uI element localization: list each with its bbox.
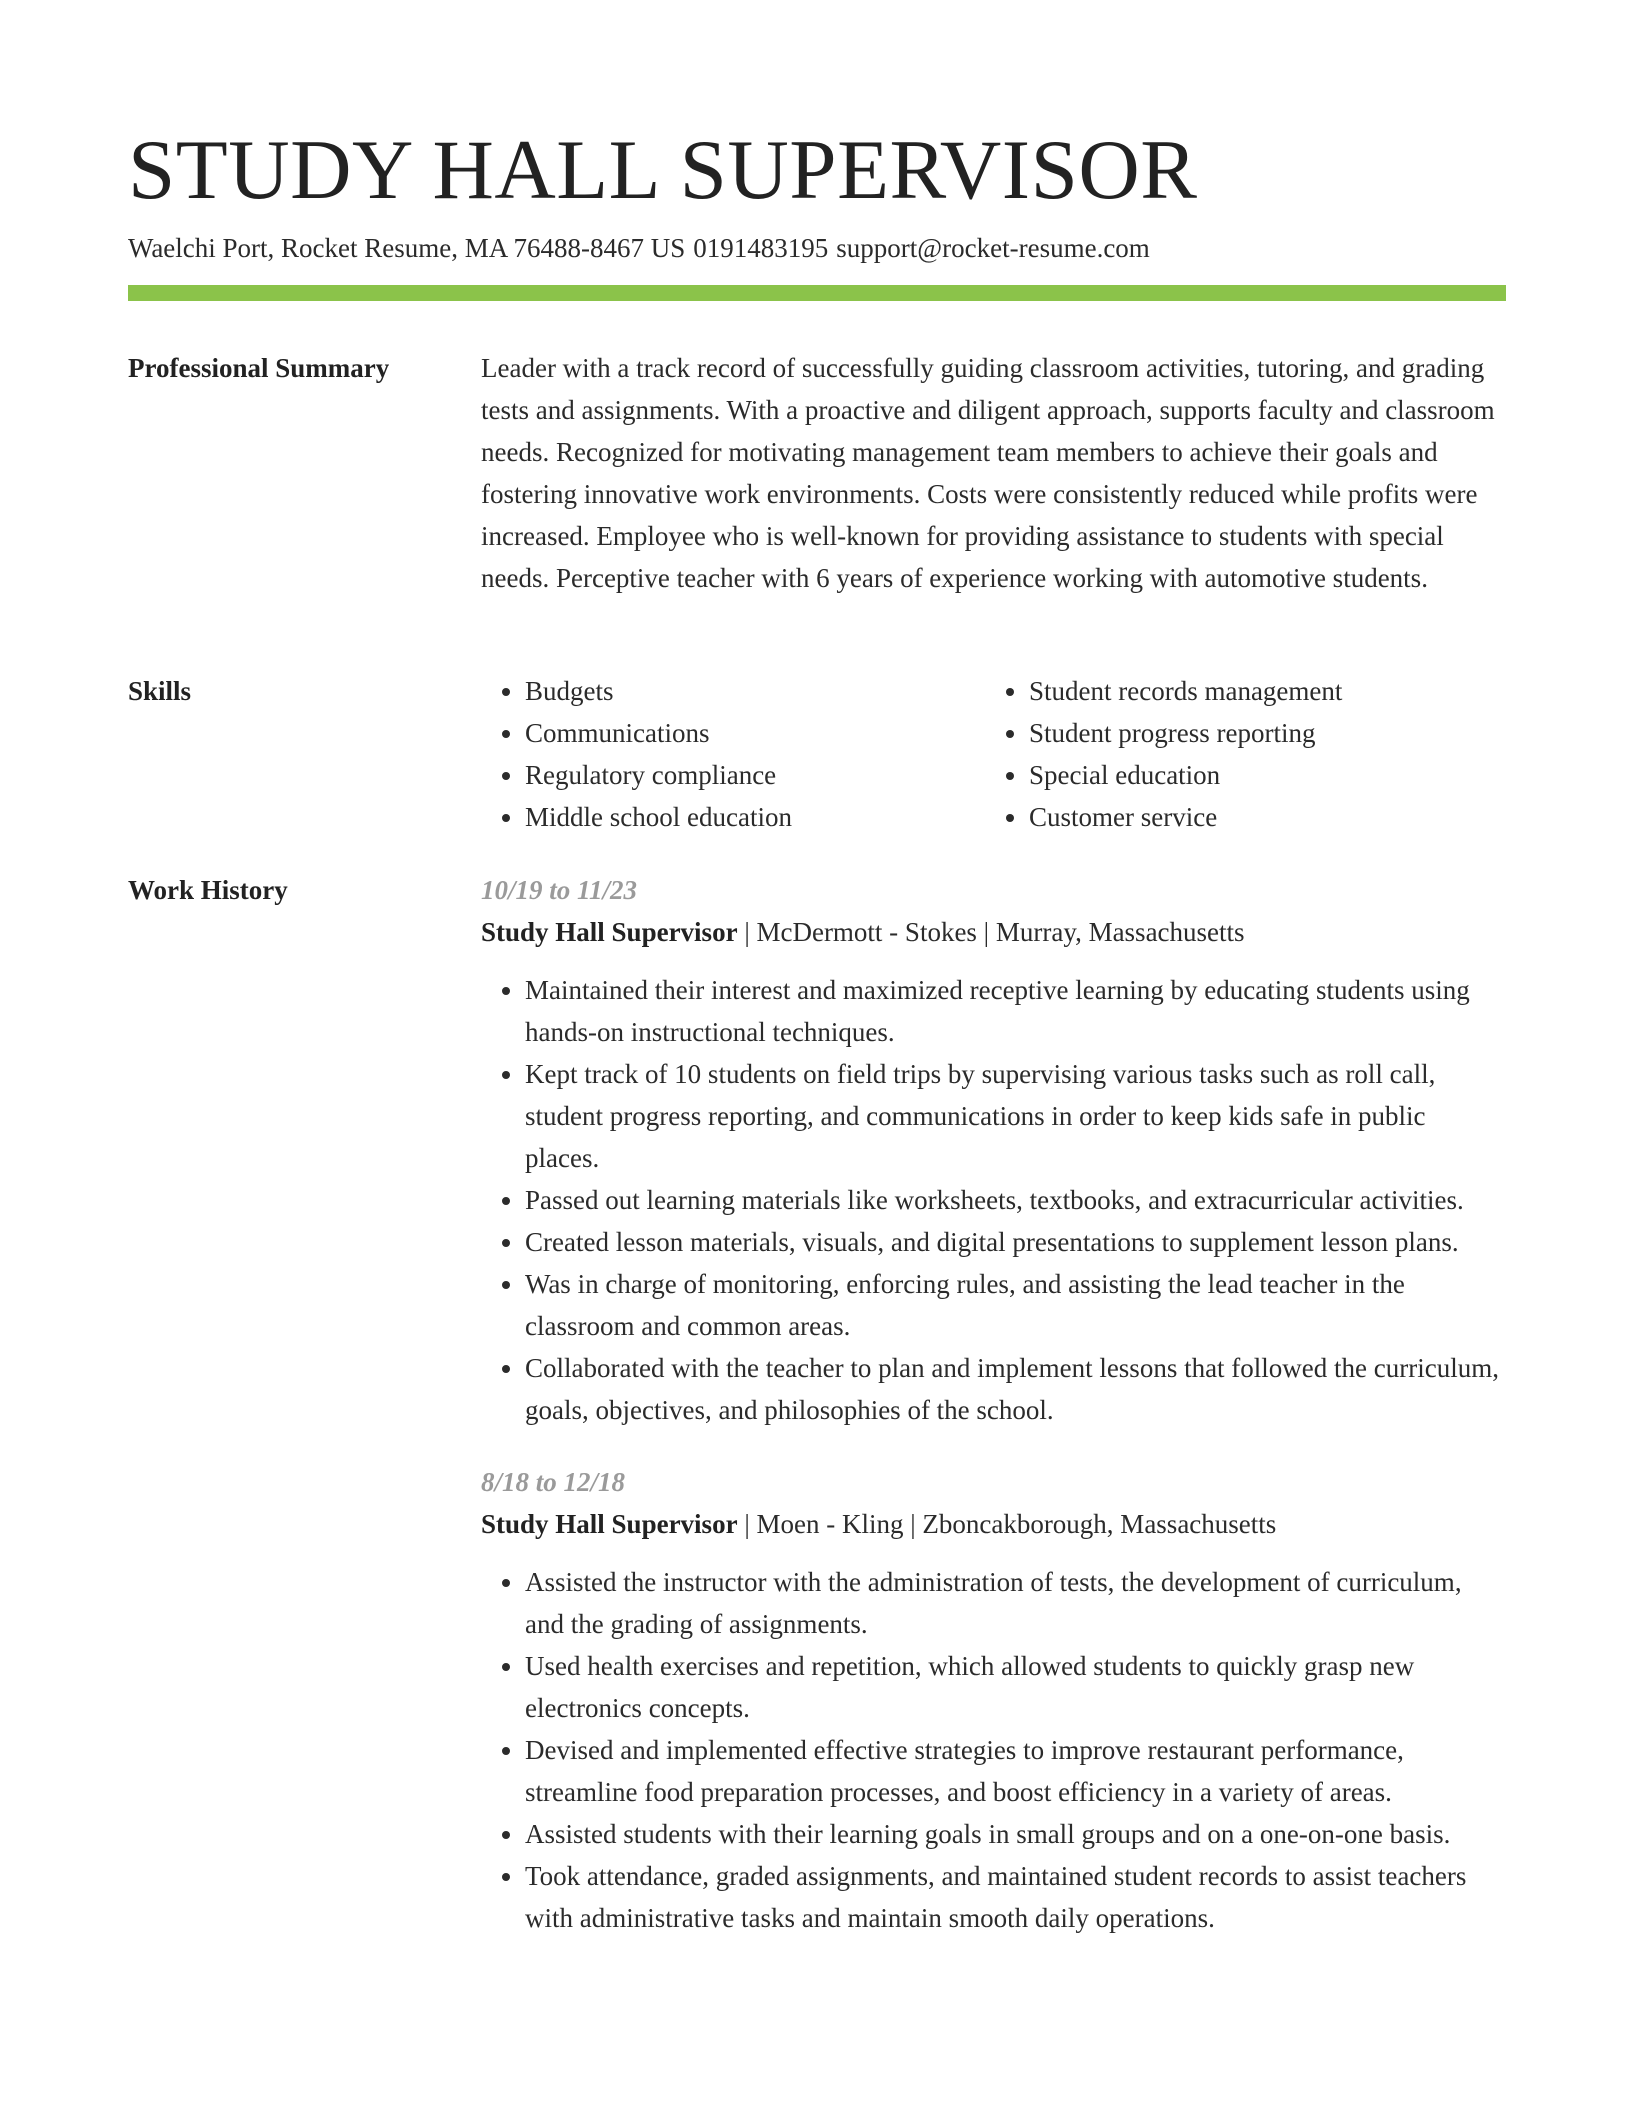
summary-text: Leader with a track record of successfully guiding classroom activities, tutoring, and grading tests and assignments. With a proactive and diligent approach, supports faculty and classroom needs. Recognized for motivating management team members to achieve their goals and fostering innovative work environments. Costs were consistently reduced while profits were increased. Employee who is well-known for providing assistance to students with special needs. Perceptive teacher with 6 years of experience working with automotive students. bbox=[481, 353, 1495, 593]
job-bullet: • Collaborated with the teacher to plan and implement lessons that followed the curriculum, goals, objectives, and philosophies of the school. bbox=[525, 1347, 1506, 1431]
contact-line bbox=[128, 230, 1150, 266]
skill-item: • Budgets bbox=[525, 670, 985, 712]
job-heading bbox=[481, 911, 1506, 953]
skill-item: • Special education bbox=[1029, 754, 1489, 796]
work-title: Work History bbox=[128, 875, 288, 905]
job-employer-location: | Moen - Kling | Zboncakborough, Massachusetts bbox=[737, 1509, 1277, 1539]
skill-item: • Customer service bbox=[1029, 796, 1489, 838]
job-title: Study Hall Supervisor bbox=[481, 917, 738, 947]
contact-email: support@rocket-resume.com bbox=[836, 233, 1150, 263]
job-dates: 8/18 to 12/18 bbox=[481, 1467, 626, 1497]
job-employer-location: | McDermott - Stokes | Murray, Massachusetts bbox=[737, 917, 1245, 947]
skill-item: • Regulatory compliance bbox=[525, 754, 985, 796]
job-bullet: • Assisted the instructor with the administration of tests, the development of curriculum, and the grading of assignments. bbox=[525, 1561, 1506, 1645]
job-bullet: • Maintained their interest and maximized receptive learning by educating students using hands-on instructional techniques. bbox=[525, 969, 1506, 1053]
skill-item: • Middle school education bbox=[525, 796, 985, 838]
contact-address: Waelchi Port, Rocket Resume, MA 76488-8467 US bbox=[128, 233, 686, 263]
skills-body bbox=[481, 670, 1506, 838]
job-entry bbox=[481, 1461, 1506, 1939]
accent-divider bbox=[128, 285, 1506, 301]
job-bullet: • Assisted students with their learning goals in small groups and on a one-on-one basis. bbox=[525, 1813, 1506, 1855]
contact-phone: 0191483195 bbox=[693, 233, 829, 263]
job-title: Study Hall Supervisor bbox=[481, 1509, 738, 1539]
job-bullet: • Used health exercises and repetition, which allowed students to quickly grasp new electronics concepts. bbox=[525, 1645, 1506, 1729]
skill-item: • Communications bbox=[525, 712, 985, 754]
work-body bbox=[481, 869, 1506, 1939]
job-entry bbox=[481, 869, 1506, 1431]
summary-title: Professional Summary bbox=[128, 353, 390, 383]
skills-title: Skills bbox=[128, 676, 192, 706]
skills-list-left bbox=[481, 670, 985, 838]
skills-columns bbox=[481, 670, 1506, 838]
job-bullet: • Kept track of 10 students on field trips by supervising various tasks such as roll call, student progress reporting, and communications in order to keep kids safe in public places. bbox=[525, 1053, 1506, 1179]
job-dates: 10/19 to 11/23 bbox=[481, 875, 638, 905]
job-bullet-list bbox=[481, 969, 1506, 1431]
job-bullet: • Passed out learning materials like worksheets, textbooks, and extracurricular activities. bbox=[525, 1179, 1506, 1221]
job-bullet: • Devised and implemented effective strategies to improve restaurant performance, streamline food preparation processes, and boost efficiency in a variety of areas. bbox=[525, 1729, 1506, 1813]
skill-item: • Student progress reporting bbox=[1029, 712, 1489, 754]
job-heading bbox=[481, 1503, 1506, 1545]
skill-item: • Student records management bbox=[1029, 670, 1489, 712]
candidate-name: STUDY HALL SUPERVISOR bbox=[128, 123, 1198, 217]
job-bullet: • Created lesson materials, visuals, and digital presentations to supplement lesson plans. bbox=[525, 1221, 1506, 1263]
job-bullet-list bbox=[481, 1561, 1506, 1939]
summary-body bbox=[481, 347, 1506, 599]
job-bullet: • Took attendance, graded assignments, and maintained student records to assist teachers with administrative tasks and maintain smooth daily operations. bbox=[525, 1855, 1506, 1939]
skills-list-right bbox=[985, 670, 1489, 838]
job-bullet: • Was in charge of monitoring, enforcing rules, and assisting the lead teacher in the classroom and common areas. bbox=[525, 1263, 1506, 1347]
